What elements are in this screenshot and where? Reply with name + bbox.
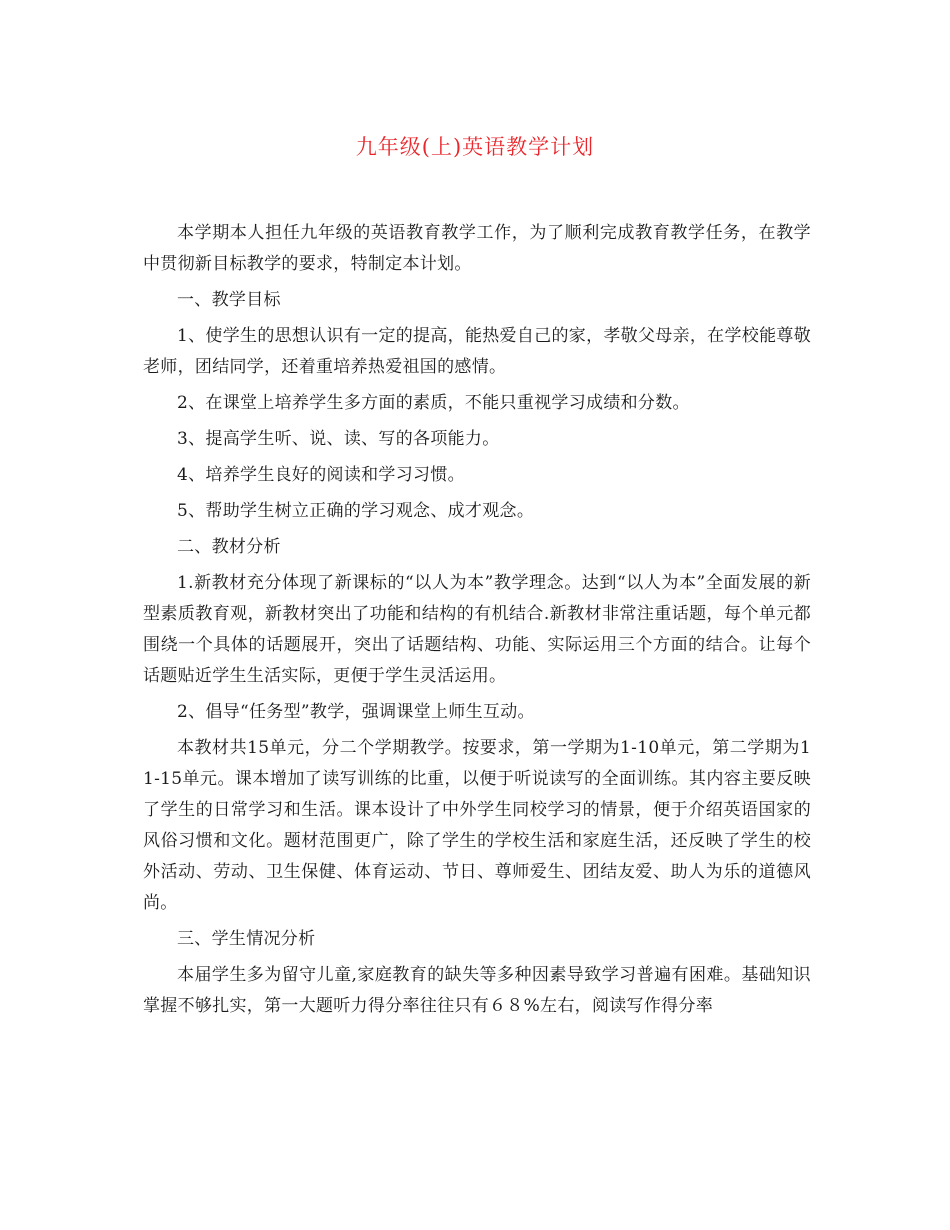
goal-item-3: 3、提高学生听、说、读、写的各项能力。	[177, 429, 500, 449]
intro-paragraph: 本学期本人担任九年级的英语教育教学工作，为了顺利完成教育教学任务，在教学中贯彻新目标教学的要求，特制定本计划。	[143, 223, 811, 274]
goal-item-5: 5、帮助学生树立正确的学习观念、成才观念。	[177, 501, 535, 521]
document-body	[143, 218, 811, 1027]
student-analysis-paragraph: 本届学生多为留守儿童,家庭教育的缺失等多种因素导致学习普遍有困难。基础知识掌握不够扎实，第一大题听力得分率往往只有６８%左右，阅读写作得分率	[143, 965, 811, 1016]
textbook-description-paragraph: 本教材共15单元，分二个学期教学。按要求，第一学期为1-10单元，第二学期为11-15单元。课本增加了读写训练的比重，以便于听说读写的全面训练。其内容主要反映了学生的日常学习和生活。课本设计了中外学生同校学习的情景，便于介绍英语国家的风俗习惯和文化。题材范围更广，除了学生的学校生活和家庭生活，还反映了学生的校外活动、劳动、卫生保健、体育运动、节日、尊师爱生、团结友爱、助人为乐的道德风尚。	[143, 738, 811, 913]
section-heading-teaching-goals: 一、教学目标	[177, 290, 281, 310]
textbook-analysis-item-1: 1.新教材充分体现了新课标的“以人为本”教学理念。达到“以人为本”全面发展的新型素质教育观，新教材突出了功能和结构的有机结合.新教材非常注重话题，每个单元都围绕一个具体的话题展开，突出了话题结构、功能、实际运用三个方面的结合。让每个话题贴近学生生活实际，更便于学生灵活运用。	[143, 573, 811, 686]
goal-item-4: 4、培养学生良好的阅读和学习习惯。	[177, 465, 465, 485]
textbook-analysis-item-2: 2、倡导“任务型”教学，强调课堂上师生互动。	[177, 702, 535, 722]
section-heading-student-analysis: 三、学生情况分析	[177, 929, 316, 949]
goal-item-1: 1、使学生的思想认识有一定的提高，能热爱自己的家，孝敬父母亲，在学校能尊敬老师，团结同学，还着重培养热爱祖国的感情。	[143, 326, 811, 377]
section-heading-textbook-analysis: 二、教材分析	[177, 537, 281, 557]
document-title: 九年级(上)英语教学计划	[355, 135, 595, 159]
goal-item-2: 2、在课堂上培养学生多方面的素质，不能只重视学习成绩和分数。	[177, 393, 690, 413]
